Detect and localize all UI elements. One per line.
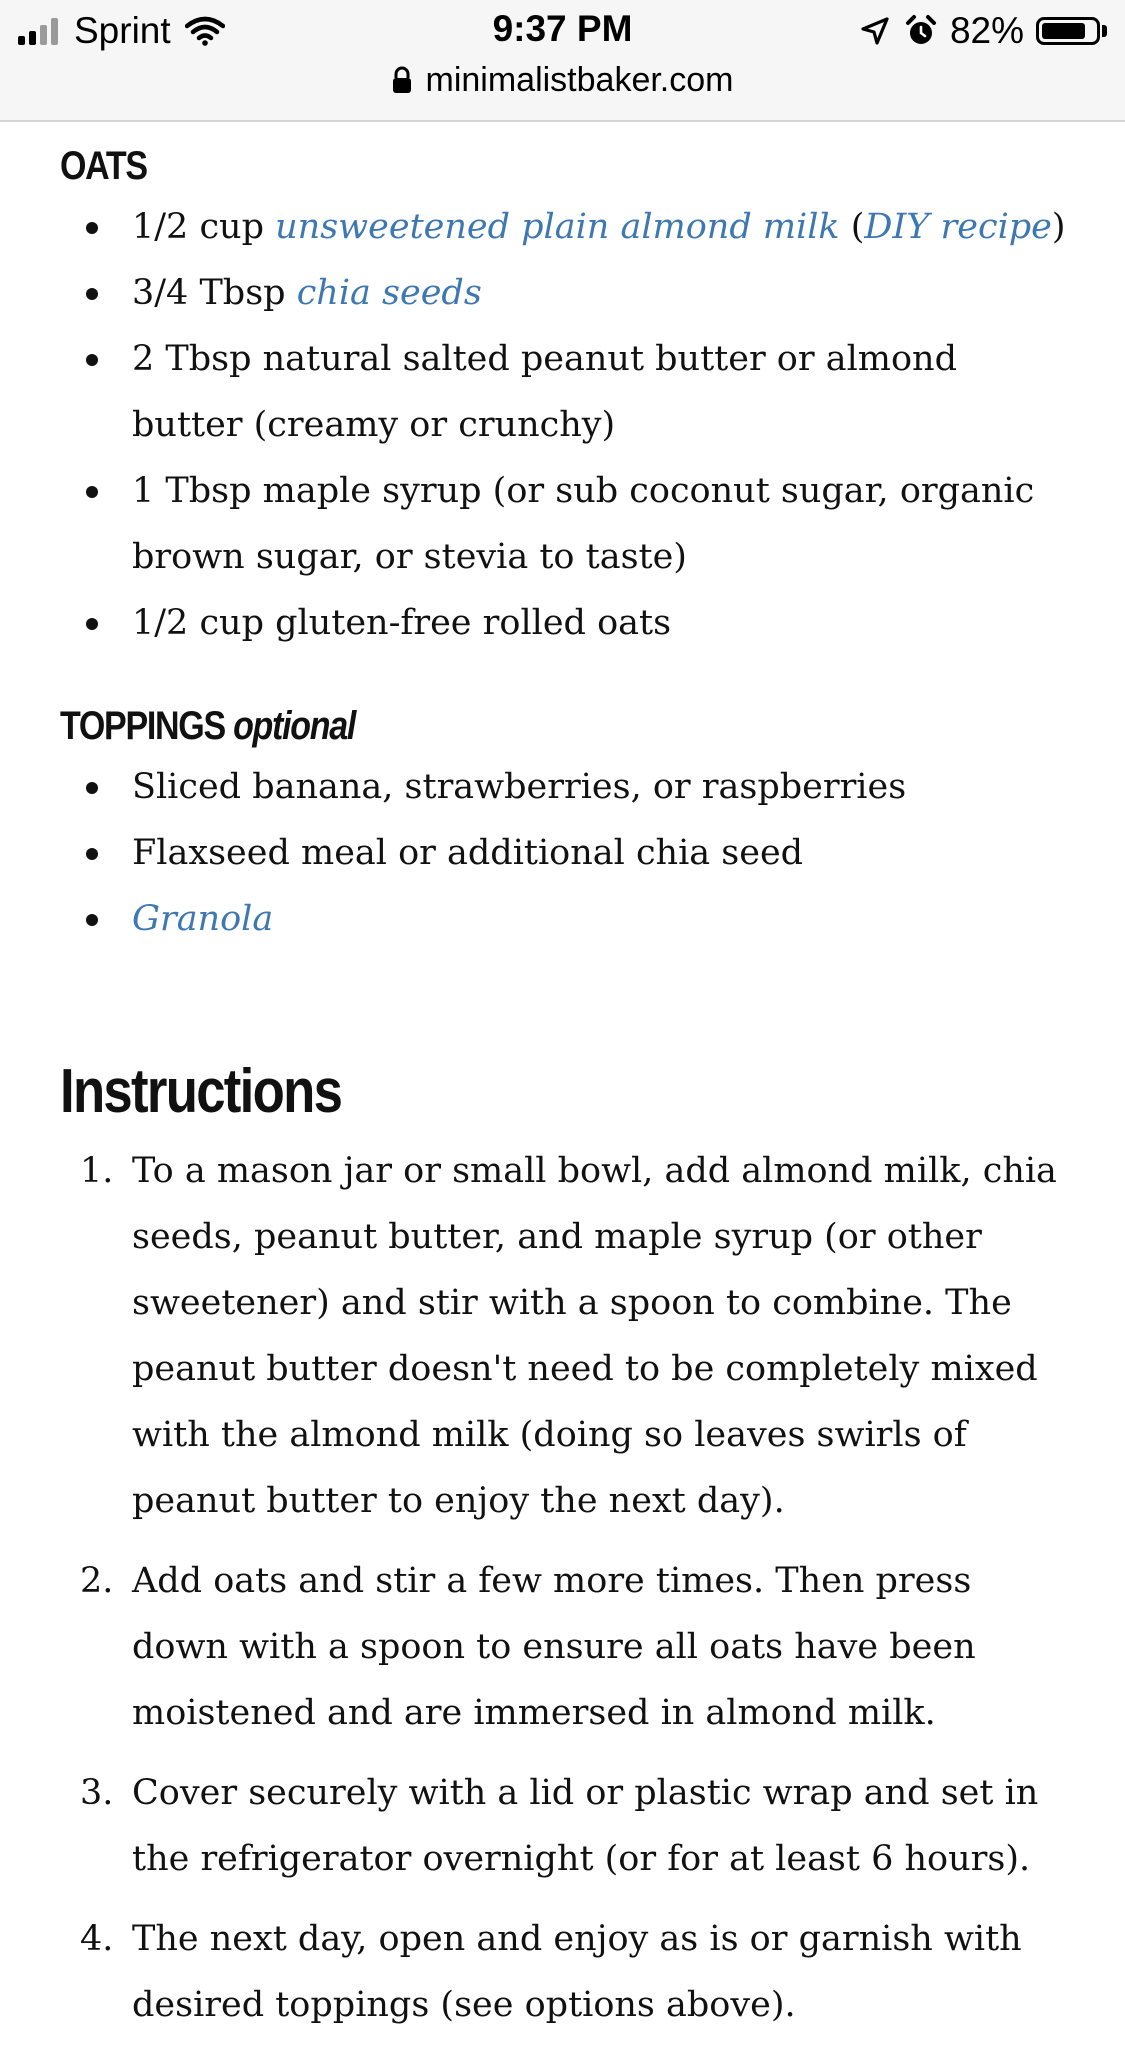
instruction-step <box>60 1760 1070 1892</box>
step-number: 3. <box>80 1773 114 1813</box>
ingredient-text: 1 Tbsp maple syrup (or sub coconut sugar, organic brown sugar, or stevia to taste) <box>132 471 1035 577</box>
address-bar[interactable] <box>0 56 1125 104</box>
toppings-optional-label: optional <box>233 704 356 748</box>
oats-ingredient-item <box>60 458 1070 590</box>
step-number: 2. <box>80 1561 114 1601</box>
battery-fill <box>1042 23 1085 39</box>
oats-ingredient-list <box>60 194 1070 656</box>
lock-icon <box>392 66 412 94</box>
ingredient-link[interactable]: chia seeds <box>296 273 482 313</box>
ingredient-link[interactable]: DIY recipe <box>864 207 1052 247</box>
ingredient-text: Sliced banana, strawberries, or raspberries <box>132 767 907 807</box>
bullet-icon <box>86 222 98 234</box>
ingredient-text: 1/2 cup <box>132 207 276 247</box>
ingredient-text: 2 Tbsp natural salted peanut butter or almond butter (creamy or crunchy) <box>132 339 957 445</box>
instruction-step <box>60 1138 1070 1534</box>
instructions-title: Instructions <box>60 1057 342 1126</box>
toppings-ingredient-list <box>60 754 1070 952</box>
ingredient-text: ( <box>839 207 865 247</box>
toppings-ingredient-item <box>60 754 1070 820</box>
battery-percent: 82% <box>949 10 1024 51</box>
bullet-icon <box>86 288 98 300</box>
status-right <box>860 8 1107 54</box>
instruction-step <box>60 1906 1070 2038</box>
ingredient-link[interactable]: unsweetened plain almond milk <box>275 207 840 247</box>
ingredient-text: Flaxseed meal or additional chia seed <box>132 833 804 873</box>
step-text: To a mason jar or small bowl, add almond milk, chia seeds, peanut butter, and maple syrup (or other sweetener) and stir with a spoon to combine. The peanut butter doesn't need to be completely mixed with the almond milk (doing so leaves swirls of peanut butter to enjoy the next day). <box>132 1151 1057 1521</box>
toppings-heading <box>60 698 919 754</box>
ingredient-text: 3/4 Tbsp <box>132 273 297 313</box>
location-arrow-icon <box>860 16 890 46</box>
toppings-heading-text: TOPPINGS <box>60 704 225 748</box>
oats-ingredient-item <box>60 590 1070 656</box>
oats-heading-text: OATS <box>60 144 147 188</box>
step-text: The next day, open and enjoy as is or garnish with desired toppings (see options above). <box>132 1919 1022 2025</box>
oats-heading <box>60 138 919 194</box>
bullet-icon <box>86 848 98 860</box>
toppings-ingredient-item <box>60 886 1070 952</box>
oats-ingredient-item <box>60 194 1070 260</box>
bullet-icon <box>86 914 98 926</box>
bullet-icon <box>86 354 98 366</box>
battery-icon <box>1036 17 1100 45</box>
instructions-list <box>60 1138 1070 2038</box>
step-text: Add oats and stir a few more times. Then press down with a spoon to ensure all oats have been moistened and are immersed in almond milk. <box>132 1561 976 1733</box>
bullet-icon <box>86 782 98 794</box>
status-time: 9:37 PM <box>492 8 633 49</box>
ingredient-text: 1/2 cup gluten-free rolled oats <box>132 603 672 643</box>
toppings-ingredient-item <box>60 820 1070 886</box>
alarm-icon <box>904 14 938 48</box>
ingredient-link[interactable]: Granola <box>132 899 274 939</box>
step-text: Cover securely with a lid or plastic wrap and set in the refrigerator overnight (or for at least 6 hours). <box>132 1773 1039 1879</box>
recipe-content <box>60 138 1070 2052</box>
ingredient-text: ) <box>1051 207 1066 247</box>
step-number: 4. <box>80 1919 114 1959</box>
oats-ingredient-item <box>60 326 1070 458</box>
instruction-step <box>60 1548 1070 1746</box>
step-number: 1. <box>80 1151 114 1191</box>
bullet-icon <box>86 618 98 630</box>
url-text[interactable]: minimalistbaker.com <box>425 60 734 99</box>
status-bar <box>0 0 1125 122</box>
carrier-name: Sprint <box>74 10 171 51</box>
oats-ingredient-item <box>60 260 1070 326</box>
bullet-icon <box>86 486 98 498</box>
battery-tip <box>1102 25 1107 37</box>
